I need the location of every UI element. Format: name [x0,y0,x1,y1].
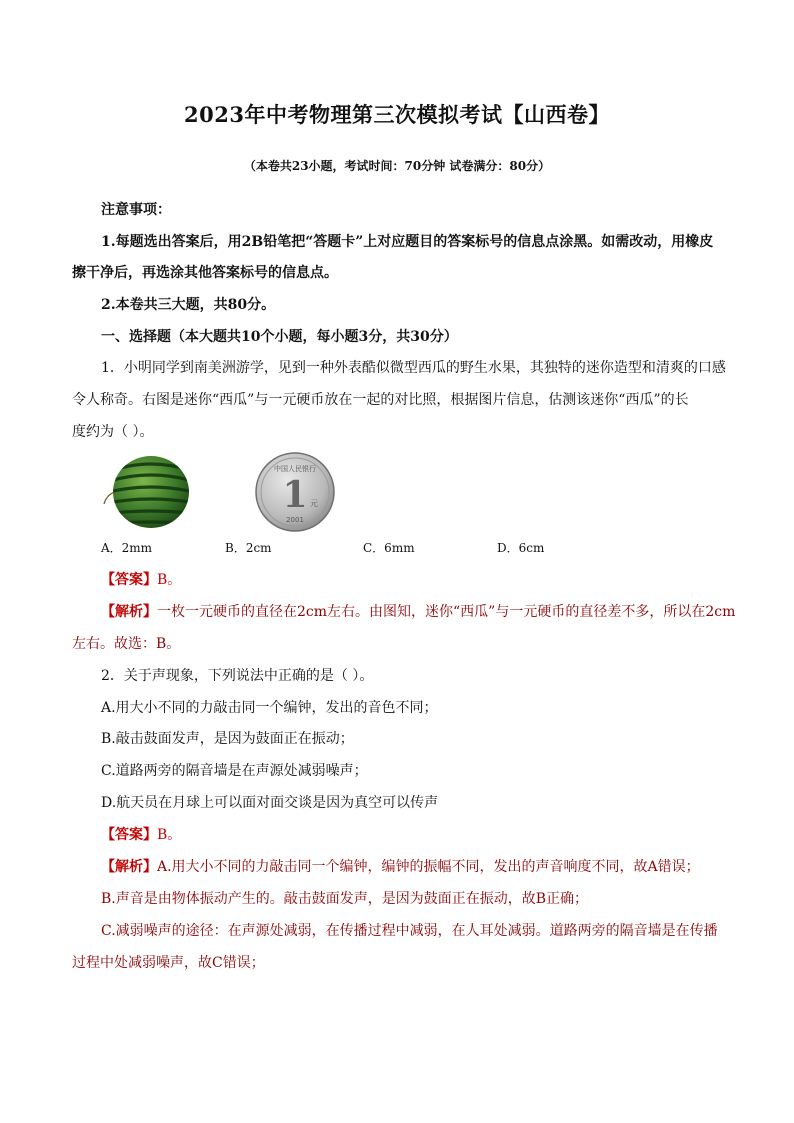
analysis-text: A.用大小不同的力敲击同一个编钟，编钟的振幅不同，发出的声音响度不同，故A错误； [157,859,700,875]
analysis-label: 【解析】 [101,604,157,620]
coin-unit: 元 [310,499,318,508]
analysis-label: 【解析】 [101,859,157,875]
page-title: 2023年中考物理第三次模拟考试【山西卷】 [184,102,610,127]
question-2-option-a: A.用大小不同的力敲击同一个编钟，发出的音色不同； [101,700,438,716]
notice-heading: 注意事项： [101,202,171,218]
exam-info: （本卷共23小题，考试时间：70分钟 试卷满分：80分） [243,159,551,173]
question-2-answer [101,825,724,845]
question-2-option-c: C.道路两旁的隔音墙是在声源处减弱噪声； [101,763,368,779]
question-1-line-3: 度约为（ ）。 [72,424,154,440]
section-1-heading: 一、选择题（本大题共10个小题，每小题3分，共30分） [101,329,458,345]
option-c: C．6mm [363,541,415,555]
question-2-analysis-c-line-2: 过程中处减弱噪声，故C错误； [72,955,265,971]
question-2-option-b: B.敲击鼓面发声，是因为鼓面正在振动； [101,731,354,747]
question-2-option-d: D.航天员在月球上可以面对面交谈是因为真空可以传声 [101,795,439,811]
notice-item-1-line-1: 1.每题选出答案后，用2B铅笔把“答题卡”上对应题目的答案标号的信息点涂黑。如需改动，用橡皮 [101,234,714,250]
analysis-text: 一枚一元硬币的直径在2cm左右。由图知，迷你“西瓜”与一元硬币的直径差不多，所以在2cm [157,604,736,620]
coin-top-text: 中国人民银行 [274,465,316,473]
question-1-options [101,539,701,559]
question-2-analysis-a [101,857,724,877]
answer-value: B。 [157,572,182,588]
watermelon-image [100,452,195,532]
option-d: D．6cm [497,541,545,555]
coin-year: 2001 [286,516,304,524]
question-2-analysis-b: B.声音是由物体振动产生的。敲击鼓面发声，是因为鼓面正在振动，故B正确； [101,891,589,907]
answer-label: 【答案】 [101,572,157,588]
option-b: B．2cm [225,541,272,555]
coin-image [253,451,337,533]
option-a: A．2mm [101,541,153,555]
answer-label: 【答案】 [101,827,157,843]
notice-item-1-line-2: 擦干净后，再选涂其他答案标号的信息点。 [72,265,338,281]
question-1-line-2: 令人称奇。右图是迷你“西瓜”与一元硬币放在一起的对比照，根据图片信息，估测该迷你“西瓜”的长 [72,392,689,408]
question-2-stem: 2．关于声现象，下列说法中正确的是（ ）。 [101,668,374,684]
question-1-line-1: 1．小明同学到南美洲游学，见到一种外表酷似微型西瓜的野生水果，其独特的迷你造型和清爽的口感 [101,360,726,376]
question-1-answer [101,570,724,590]
question-2-analysis-c-line-1: C.减弱噪声的途径：在声源处减弱，在传播过程中减弱，在人耳处减弱。道路两旁的隔音墙是在传播 [101,923,718,939]
notice-item-2: 2.本卷共三大题，共80分。 [101,297,276,313]
answer-value: B。 [157,827,182,843]
coin-digit: 1 [282,474,308,516]
question-1-analysis-line-1 [101,602,736,622]
question-1-analysis-line-2: 左右。故选：B。 [72,636,181,652]
